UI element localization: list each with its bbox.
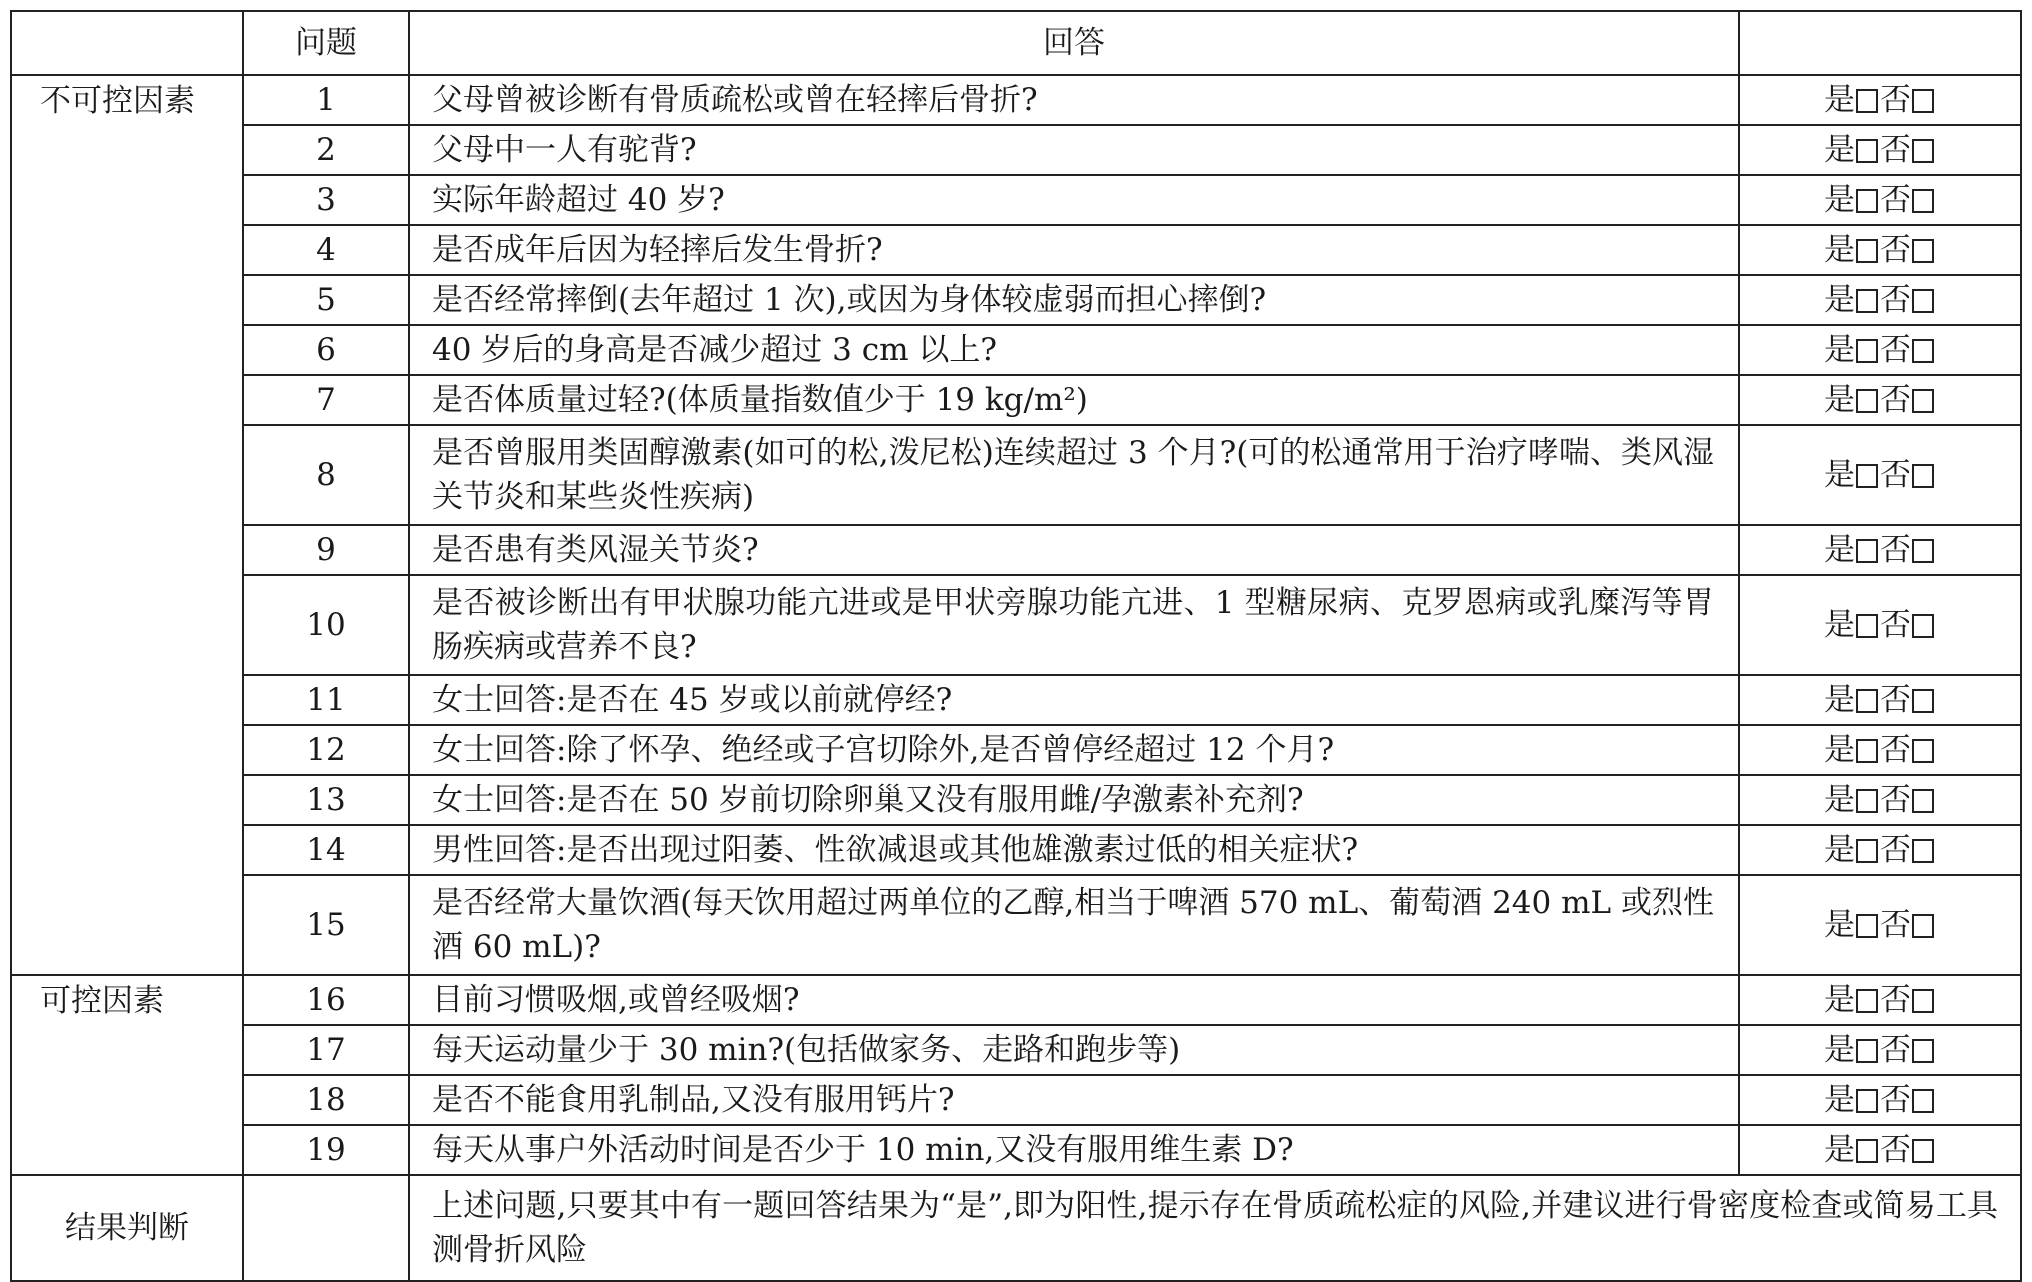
table-row: [11, 175, 2021, 225]
yes-label: 是: [1824, 282, 1855, 318]
answer-options: [1739, 225, 2021, 275]
answer-options: [1739, 375, 2021, 425]
table-row: [11, 675, 2021, 725]
question-text: 每天从事户外活动时间是否少于 10 min,又没有服用维生素 D?: [409, 1125, 1739, 1175]
no-checkbox[interactable]: [1912, 689, 1934, 713]
question-number: 9: [243, 525, 409, 575]
yes-checkbox[interactable]: [1856, 614, 1878, 638]
table-row: [11, 575, 2021, 675]
no-checkbox[interactable]: [1912, 914, 1934, 938]
table-row: [11, 525, 2021, 575]
no-label: 否: [1880, 907, 1911, 943]
category-cell: [11, 525, 243, 575]
yes-checkbox[interactable]: [1856, 389, 1878, 413]
question-text: 女士回答:是否在 50 岁前切除卵巢又没有服用雌/孕激素补充剂?: [409, 775, 1739, 825]
yes-label: 是: [1824, 782, 1855, 818]
yes-checkbox[interactable]: [1856, 1139, 1878, 1163]
yes-label: 是: [1824, 332, 1855, 368]
category-cell: [11, 125, 243, 175]
table-row: [11, 825, 2021, 875]
no-label: 否: [1880, 1032, 1911, 1068]
no-checkbox[interactable]: [1912, 739, 1934, 763]
table-row: [11, 425, 2021, 525]
yes-label: 是: [1824, 1082, 1855, 1118]
yes-label: 是: [1824, 1032, 1855, 1068]
question-text: 是否体质量过轻?(体质量指数值少于 19 kg/m²): [409, 375, 1739, 425]
table-row: [11, 275, 2021, 325]
question-text: 父母曾被诊断有骨质疏松或曾在轻摔后骨折?: [409, 75, 1739, 125]
question-number: 3: [243, 175, 409, 225]
question-number: 7: [243, 375, 409, 425]
table-row: [11, 775, 2021, 825]
yes-label: 是: [1824, 182, 1855, 218]
category-result: 结果判断: [11, 1175, 243, 1281]
question-number: 10: [243, 575, 409, 675]
yes-label: 是: [1824, 232, 1855, 268]
header-option-cell: [1739, 11, 2021, 75]
question-text: 是否曾服用类固醇激素(如可的松,泼尼松)连续超过 3 个月?(可的松通常用于治疗哮喘、类风湿关节炎和某些炎性疾病): [409, 425, 1739, 525]
no-checkbox[interactable]: [1912, 839, 1934, 863]
no-label: 否: [1880, 1082, 1911, 1118]
table-row: [11, 375, 2021, 425]
no-checkbox[interactable]: [1912, 339, 1934, 363]
no-checkbox[interactable]: [1912, 189, 1934, 213]
category-cell: [11, 575, 243, 675]
yes-label: 是: [1824, 682, 1855, 718]
answer-options: [1739, 1125, 2021, 1175]
no-label: 否: [1880, 132, 1911, 168]
category-cell: [11, 175, 243, 225]
answer-options: [1739, 575, 2021, 675]
category-cell: [11, 825, 243, 875]
question-number: 11: [243, 675, 409, 725]
category-cell: [11, 225, 243, 275]
yes-label: 是: [1824, 1132, 1855, 1168]
category-cell: [11, 425, 243, 525]
yes-label: 是: [1824, 82, 1855, 118]
no-label: 否: [1880, 607, 1911, 643]
no-checkbox[interactable]: [1912, 89, 1934, 113]
no-checkbox[interactable]: [1912, 1139, 1934, 1163]
answer-options: [1739, 275, 2021, 325]
table-row: [11, 725, 2021, 775]
no-checkbox[interactable]: [1912, 1039, 1934, 1063]
yes-checkbox[interactable]: [1856, 739, 1878, 763]
yes-label: 是: [1824, 532, 1855, 568]
table-row: [11, 1075, 2021, 1125]
question-text: 是否患有类风湿关节炎?: [409, 525, 1739, 575]
yes-label: 是: [1824, 382, 1855, 418]
no-label: 否: [1880, 382, 1911, 418]
category-cell: [11, 275, 243, 325]
category-uncontrollable: 不可控因素: [11, 75, 243, 125]
yes-checkbox[interactable]: [1856, 989, 1878, 1013]
question-text: 是否经常大量饮酒(每天饮用超过两单位的乙醇,相当于啤酒 570 mL、葡萄酒 240 mL 或烈性酒 60 mL)?: [409, 875, 1739, 975]
yes-label: 是: [1824, 982, 1855, 1018]
header-answer-cell: 回答: [409, 11, 1739, 75]
no-label: 否: [1880, 457, 1911, 493]
no-label: 否: [1880, 532, 1911, 568]
header-category-cell: [11, 11, 243, 75]
question-text: 父母中一人有驼背?: [409, 125, 1739, 175]
question-number: 5: [243, 275, 409, 325]
yes-checkbox[interactable]: [1856, 289, 1878, 313]
answer-options: [1739, 875, 2021, 975]
no-checkbox[interactable]: [1912, 614, 1934, 638]
yes-checkbox[interactable]: [1856, 139, 1878, 163]
question-text: 实际年龄超过 40 岁?: [409, 175, 1739, 225]
no-checkbox[interactable]: [1912, 139, 1934, 163]
answer-options: [1739, 425, 2021, 525]
question-number: 1: [243, 75, 409, 125]
table-row: [11, 75, 2021, 125]
category-controllable: 可控因素: [11, 975, 243, 1025]
no-checkbox[interactable]: [1912, 539, 1934, 563]
answer-options: [1739, 1025, 2021, 1075]
yes-checkbox[interactable]: [1856, 1089, 1878, 1113]
yes-label: 是: [1824, 907, 1855, 943]
no-checkbox[interactable]: [1912, 1089, 1934, 1113]
question-number: 6: [243, 325, 409, 375]
table-row: [11, 1125, 2021, 1175]
result-number-cell: [243, 1175, 409, 1281]
question-text: 是否不能食用乳制品,又没有服用钙片?: [409, 1075, 1739, 1125]
question-number: 14: [243, 825, 409, 875]
answer-options: [1739, 975, 2021, 1025]
category-cell: [11, 875, 243, 975]
question-text: 40 岁后的身高是否减少超过 3 cm 以上?: [409, 325, 1739, 375]
table-row: [11, 975, 2021, 1025]
no-label: 否: [1880, 282, 1911, 318]
table-row: [11, 225, 2021, 275]
category-cell: [11, 325, 243, 375]
no-checkbox[interactable]: [1912, 789, 1934, 813]
no-checkbox[interactable]: [1912, 464, 1934, 488]
result-text: 上述问题,只要其中有一题回答结果为“是”,即为阳性,提示存在骨质疏松症的风险,并建议进行骨密度检查或简易工具测骨折风险: [409, 1175, 2021, 1281]
question-number: 19: [243, 1125, 409, 1175]
question-number: 2: [243, 125, 409, 175]
table-row: [11, 325, 2021, 375]
yes-checkbox[interactable]: [1856, 189, 1878, 213]
no-checkbox[interactable]: [1912, 289, 1934, 313]
category-cell: [11, 1125, 243, 1175]
yes-checkbox[interactable]: [1856, 914, 1878, 938]
yes-checkbox[interactable]: [1856, 89, 1878, 113]
question-number: 4: [243, 225, 409, 275]
answer-options: [1739, 825, 2021, 875]
yes-checkbox[interactable]: [1856, 689, 1878, 713]
question-text: 男性回答:是否出现过阳萎、性欲减退或其他雄激素过低的相关症状?: [409, 825, 1739, 875]
answer-options: [1739, 725, 2021, 775]
category-cell: [11, 1025, 243, 1075]
no-checkbox[interactable]: [1912, 239, 1934, 263]
question-text: 女士回答:是否在 45 岁或以前就停经?: [409, 675, 1739, 725]
yes-checkbox[interactable]: [1856, 339, 1878, 363]
yes-checkbox[interactable]: [1856, 539, 1878, 563]
answer-options: [1739, 175, 2021, 225]
category-cell: [11, 1075, 243, 1125]
table-row: [11, 125, 2021, 175]
no-label: 否: [1880, 782, 1911, 818]
category-cell: [11, 775, 243, 825]
answer-options: [1739, 525, 2021, 575]
category-cell: [11, 675, 243, 725]
no-label: 否: [1880, 82, 1911, 118]
yes-label: 是: [1824, 732, 1855, 768]
result-row: [11, 1175, 2021, 1281]
question-number: 17: [243, 1025, 409, 1075]
question-text: 是否被诊断出有甲状腺功能亢进或是甲状旁腺功能亢进、1 型糖尿病、克罗恩病或乳糜泻等胃肠疾病或营养不良?: [409, 575, 1739, 675]
question-number: 18: [243, 1075, 409, 1125]
yes-label: 是: [1824, 457, 1855, 493]
yes-label: 是: [1824, 832, 1855, 868]
question-number: 12: [243, 725, 409, 775]
answer-options: [1739, 125, 2021, 175]
no-label: 否: [1880, 982, 1911, 1018]
yes-label: 是: [1824, 132, 1855, 168]
question-number: 8: [243, 425, 409, 525]
no-label: 否: [1880, 232, 1911, 268]
category-cell: [11, 725, 243, 775]
yes-checkbox[interactable]: [1856, 239, 1878, 263]
question-number: 13: [243, 775, 409, 825]
answer-options: [1739, 775, 2021, 825]
category-cell: [11, 375, 243, 425]
no-label: 否: [1880, 682, 1911, 718]
no-checkbox[interactable]: [1912, 389, 1934, 413]
question-text: 每天运动量少于 30 min?(包括做家务、走路和跑步等): [409, 1025, 1739, 1075]
no-label: 否: [1880, 182, 1911, 218]
no-label: 否: [1880, 732, 1911, 768]
question-text: 目前习惯吸烟,或曾经吸烟?: [409, 975, 1739, 1025]
no-label: 否: [1880, 832, 1911, 868]
question-number: 15: [243, 875, 409, 975]
question-number: 16: [243, 975, 409, 1025]
question-text: 是否经常摔倒(去年超过 1 次),或因为身体较虚弱而担心摔倒?: [409, 275, 1739, 325]
answer-options: [1739, 1075, 2021, 1125]
header-number-cell: 问题: [243, 11, 409, 75]
question-text: 女士回答:除了怀孕、绝经或子宫切除外,是否曾停经超过 12 个月?: [409, 725, 1739, 775]
yes-checkbox[interactable]: [1856, 1039, 1878, 1063]
no-label: 否: [1880, 1132, 1911, 1168]
answer-options: [1739, 75, 2021, 125]
no-label: 否: [1880, 332, 1911, 368]
answer-options: [1739, 675, 2021, 725]
table-row: [11, 1025, 2021, 1075]
answer-options: [1739, 325, 2021, 375]
yes-label: 是: [1824, 607, 1855, 643]
osteoporosis-risk-table: [10, 10, 2022, 1282]
no-checkbox[interactable]: [1912, 989, 1934, 1013]
question-text: 是否成年后因为轻摔后发生骨折?: [409, 225, 1739, 275]
yes-checkbox[interactable]: [1856, 464, 1878, 488]
table-row: [11, 875, 2021, 975]
table-header-row: [11, 11, 2021, 75]
yes-checkbox[interactable]: [1856, 789, 1878, 813]
yes-checkbox[interactable]: [1856, 839, 1878, 863]
